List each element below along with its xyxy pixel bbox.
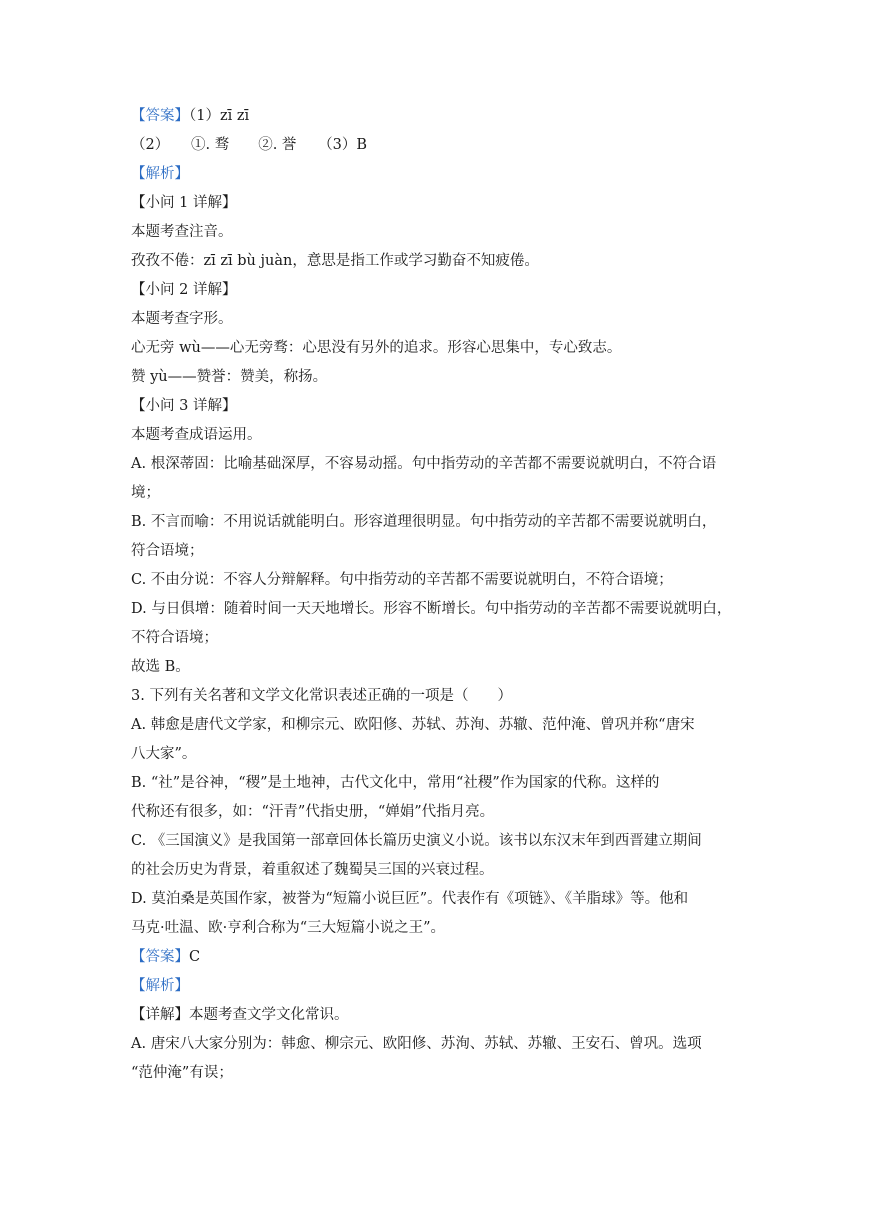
- text-line: [131, 827, 741, 856]
- section-tag: 【解析】: [131, 978, 189, 994]
- line-text: 孜孜不倦：zī zī bù juàn，意思是指工作或学习勤奋不知疲倦。: [131, 253, 539, 269]
- text-line: [131, 189, 741, 218]
- line-text: 符合语境；: [131, 543, 204, 559]
- line-text: 本题考查成语运用。: [131, 427, 262, 443]
- line-text: D. 与日俱增：随着时间一天天地增长。形容不断增长。句中指劳动的辛苦都不需要说就明白，: [131, 601, 732, 617]
- text-line: [131, 334, 741, 363]
- line-text: B. “社”是谷神，“稷”是土地神，古代文化中，常用“社稷”作为国家的代称。这样的: [131, 775, 660, 791]
- line-text: 【小问 3 详解】: [131, 398, 237, 414]
- text-line: [131, 247, 741, 276]
- text-line: [131, 769, 741, 798]
- text-line: [131, 479, 741, 508]
- text-line: [131, 885, 741, 914]
- line-text: D. 莫泊桑是英国作家，被誉为“短篇小说巨匠”。代表作有《项链》、《羊脂球》等。他和: [131, 891, 689, 907]
- line-text: A. 唐宋八大家分别为：韩愈、柳宗元、欧阳修、苏洵、苏轼、苏辙、王安石、曾巩。选项: [131, 1036, 702, 1052]
- line-text: （1）zī zī: [189, 108, 250, 124]
- text-line: [131, 682, 741, 711]
- text-line: [131, 914, 741, 943]
- line-text: C: [189, 949, 201, 965]
- text-line: [131, 305, 741, 334]
- section-tag: 【解析】: [131, 166, 189, 182]
- line-text: 故选 B。: [131, 659, 190, 675]
- text-line: [131, 421, 741, 450]
- line-text: B. 不言而喻：不用说话就能明白。形容道理很明显。句中指劳动的辛苦都不需要说就明白，: [131, 514, 717, 530]
- line-text: 的社会历史为背景，着重叙述了魏蜀吴三国的兴衰过程。: [131, 862, 494, 878]
- text-line: [131, 856, 741, 885]
- text-line: [131, 798, 741, 827]
- line-text: “范仲淹”有误；: [131, 1065, 233, 1081]
- line-text: 代称还有很多，如：“汗青”代指史册，“婵娟”代指月亮。: [131, 804, 495, 820]
- text-line: [131, 943, 741, 972]
- text-line: [131, 363, 741, 392]
- line-text: 【详解】本题考查文学文化常识。: [131, 1007, 349, 1023]
- line-text: 3. 下列有关名著和文学文化常识表述正确的一项是（ ）: [131, 688, 512, 704]
- text-line: [131, 160, 741, 189]
- line-text: 本题考查字形。: [131, 311, 233, 327]
- text-line: [131, 595, 741, 624]
- line-text: A. 根深蒂固：比喻基础深厚，不容易动摇。句中指劳动的辛苦都不需要说就明白，不符合语: [131, 456, 717, 472]
- text-line: [131, 1001, 741, 1030]
- line-text: 境；: [131, 485, 160, 501]
- text-line: [131, 972, 741, 1001]
- line-text: 心无旁 wù——心无旁骛：心思没有另外的追求。形容心思集中，专心致志。: [131, 340, 622, 356]
- line-text: 【小问 2 详解】: [131, 282, 237, 298]
- line-text: A. 韩愈是唐代文学家，和柳宗元、欧阳修、苏轼、苏洵、苏辙、范仲淹、曾巩并称“唐宋: [131, 717, 695, 733]
- text-line: [131, 1030, 741, 1059]
- line-text: 八大家”。: [131, 746, 197, 762]
- text-line: [131, 537, 741, 566]
- text-line: [131, 711, 741, 740]
- text-line: [131, 624, 741, 653]
- text-line: [131, 1059, 741, 1088]
- section-tag: 【答案】: [131, 949, 189, 965]
- text-line: [131, 653, 741, 682]
- line-text: 【小问 1 详解】: [131, 195, 237, 211]
- text-line: [131, 508, 741, 537]
- line-text: 赞 yù——赞誉：赞美，称扬。: [131, 369, 328, 385]
- text-line: [131, 276, 741, 305]
- text-line: [131, 131, 741, 160]
- text-line: [131, 450, 741, 479]
- line-text: 本题考查注音。: [131, 224, 233, 240]
- line-text: C. 《三国演义》是我国第一部章回体长篇历史演义小说。该书以东汉末年到西晋建立期间: [131, 833, 702, 849]
- text-line: [131, 566, 741, 595]
- line-text: 马克·吐温、欧·亨利合称为“三大短篇小说之王”。: [131, 920, 446, 936]
- document-page: [131, 102, 741, 1088]
- text-line: [131, 740, 741, 769]
- text-line: [131, 102, 741, 131]
- text-line: [131, 392, 741, 421]
- line-text: C. 不由分说：不容人分辩解释。句中指劳动的辛苦都不需要说就明白，不符合语境；: [131, 572, 673, 588]
- line-text: 不符合语境；: [131, 630, 218, 646]
- section-tag: 【答案】: [131, 108, 189, 124]
- line-text: （2） ①. 骛 ②. 誉 （3）B: [131, 137, 368, 153]
- text-line: [131, 218, 741, 247]
